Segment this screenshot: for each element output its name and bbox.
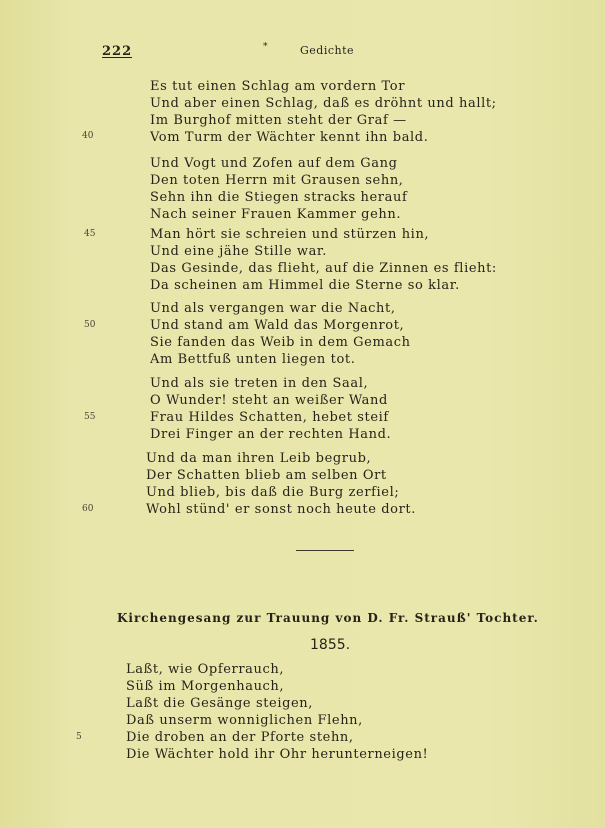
poem-line: Drei Finger an der rechten Hand. — [150, 427, 392, 442]
poem-line: Vom Turm der Wächter kennt ihn bald. — [150, 130, 429, 145]
poem-year: 1855. — [310, 637, 351, 653]
poem-line: Man hört sie schreien und stürzen hin, — [150, 227, 430, 242]
poem-line: Daß unserm wonniglichen Flehn, — [126, 713, 363, 728]
poem-line: Und blieb, bis daß die Burg zerfiel; — [146, 485, 400, 500]
line-number: 55 — [84, 412, 96, 422]
line-number: 40 — [82, 131, 94, 141]
poem-line: Das Gesinde, das flieht, auf die Zinnen es flieht: — [150, 261, 497, 276]
poem-line: O Wunder! steht an weißer Wand — [150, 393, 388, 408]
poem-line: Die droben an der Pforte stehn, — [126, 730, 354, 745]
page-number: 222 — [102, 44, 133, 59]
poem-line: Nach seiner Frauen Kammer gehn. — [150, 207, 402, 222]
line-number: 45 — [84, 229, 96, 239]
line-number: 50 — [84, 320, 96, 330]
header-marker: * — [263, 42, 268, 52]
poem-line: Da scheinen am Himmel die Sterne so klar. — [150, 278, 460, 293]
poem-title: Kirchengesang zur Trauung von D. Fr. Strauß' Tochter. — [117, 611, 539, 625]
poem-line: Wohl stünd' er sonst noch heute dort. — [146, 502, 416, 517]
poem-line: Der Schatten blieb am selben Ort — [146, 468, 387, 483]
poem-line: Sehn ihn die Stiegen stracks herauf — [150, 190, 408, 205]
poem-line: Es tut einen Schlag am vordern Tor — [150, 79, 406, 94]
poem-line: Und eine jähe Stille war. — [150, 244, 328, 259]
poem-line: Laßt die Gesänge steigen, — [126, 696, 314, 711]
poem-line: Laßt, wie Opferrauch, — [126, 662, 285, 677]
poem-line: Und aber einen Schlag, daß es dröhnt und hallt; — [150, 96, 497, 111]
line-number: 60 — [82, 504, 94, 514]
poem-line: Sie fanden das Weib in dem Gemach — [150, 335, 411, 350]
poem-line: Im Burghof mitten steht der Graf — — [150, 113, 407, 128]
poem-line: Und stand am Wald das Morgenrot, — [150, 318, 405, 333]
running-title: Gedichte — [300, 44, 355, 57]
poem-line: Süß im Morgenhauch, — [126, 679, 285, 694]
poem-line: Die Wächter hold ihr Ohr herunterneigen! — [126, 747, 429, 762]
poem-line: Und da man ihren Leib begrub, — [146, 451, 372, 466]
section-divider — [296, 550, 354, 551]
poem-line: Frau Hildes Schatten, hebet steif — [150, 410, 389, 425]
line-number: 5 — [76, 732, 82, 742]
poem-line: Am Bettfuß unten liegen tot. — [150, 352, 356, 367]
poem-line: Und Vogt und Zofen auf dem Gang — [150, 156, 398, 171]
poem-line: Den toten Herrn mit Grausen sehn, — [150, 173, 404, 188]
poem-line: Und als vergangen war die Nacht, — [150, 301, 396, 316]
poem-line: Und als sie treten in den Saal, — [150, 376, 369, 391]
